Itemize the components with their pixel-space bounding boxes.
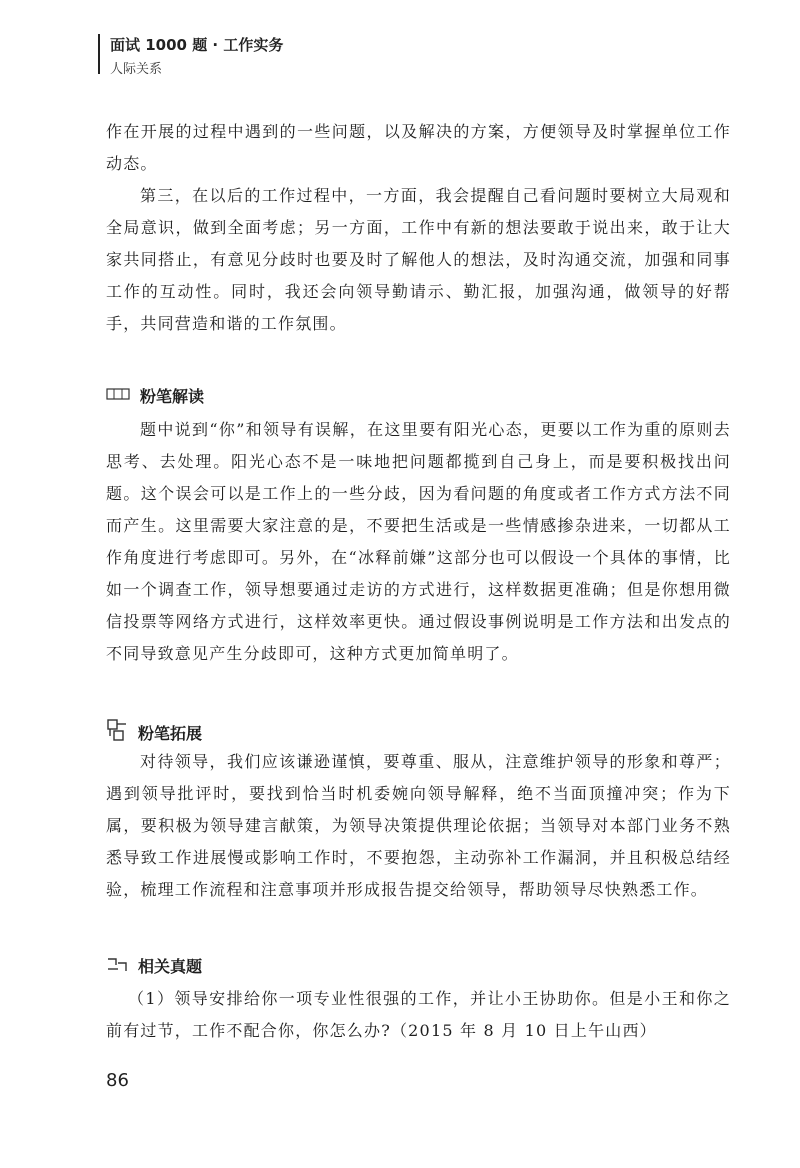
expand-icon bbox=[106, 718, 128, 746]
section-text-reading: 题中说到“你”和领导有误解，在这里要有阳光心态，更要以工作为重的原则去思考、去处理。阳光心态不是一味地把问题都揽到自己身上，而是要积极找出问题。这个误会可以是工作上的一些分歧，因为看问题的角度或者工作方式方法不同而产生。这里需要大家注意的是，不要把生活或是一些情感掺杂进来，一切都从工作角度进行考虑即可。另外，在“冰释前嫌”这部分也可以假设一个具体的事情，比如一个调查工作，领导想要通过走访的方式进行，这样数据更准确；但是你想用微信投票等网络方式进行，这样效率更快。通过假设事例说明是工作方法和出发点的不同导致意见产生分歧即可，这种方式更加简单明了。 bbox=[106, 420, 731, 663]
section-title-reading: 粉笔解读 bbox=[140, 387, 205, 406]
related-questions-icon bbox=[106, 955, 128, 977]
section-heading-expand bbox=[106, 718, 202, 746]
chapter-title: 人际关系 bbox=[110, 62, 163, 77]
paragraph-third-point: 第三，在以后的工作过程中，一方面，我会提醒自己看问题时要树立大局观和全局意识，做到全面考虑；另一方面，工作中有新的想法要敢于说出来，敢于让大家共同搭止，有意见分歧时也要及时了解他人的想法，及时沟通交流，加强和同事工作的互动性。同时，我还会向领导勤请示、勤汇报，加强沟通，做领导的好帮手，共同营造和谐的工作氛围。 bbox=[106, 186, 731, 333]
section-text-expand: 对待领导，我们应该谦逊谨慎，要尊重、服从，注意维护领导的形象和尊严；遇到领导批评时，要找到恰当时机委婉向领导解释，绝不当面顶撞冲突；作为下属，要积极为领导建言献策，为领导决策提供理论依据；当领导对本部门业务不熟悉导致工作进展慢或影响工作时，不要抱怨，主动弥补工作漏洞，并且积极总结经验，梳理工作流程和注意事项并形成报告提交给领导，帮助领导尽快熟悉工作。 bbox=[106, 752, 731, 899]
section-heading-related bbox=[106, 954, 202, 977]
section-title-expand: 粉笔拓展 bbox=[138, 723, 203, 743]
page-number: 86 bbox=[106, 1070, 129, 1091]
header-divider bbox=[98, 34, 100, 74]
section-text-related: （1）领导安排给你一项专业性很强的工作，并让小王协助你。但是小王和你之前有过节，工作不配合你，你怎么办?（2015 年 8 月 10 日上午山西） bbox=[106, 989, 731, 1040]
pencil-icon bbox=[106, 386, 130, 406]
paragraph-continued: 作在开展的过程中遇到的一些问题，以及解决的方案，方便领导及时掌握单位工作动态。 bbox=[106, 122, 731, 173]
section-heading-reading bbox=[106, 384, 204, 407]
book-title: 面试 1000 题 · 工作实务 bbox=[110, 36, 284, 54]
section-title-related: 相关真题 bbox=[138, 957, 203, 976]
